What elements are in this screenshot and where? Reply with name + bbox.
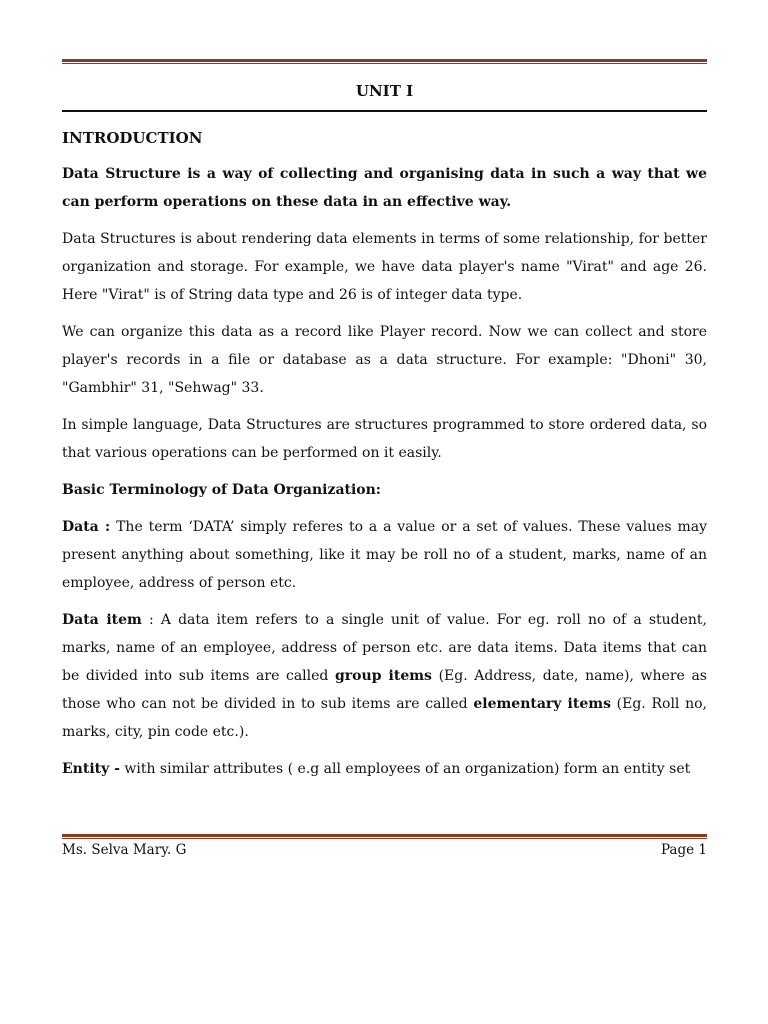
unit-underline (62, 110, 707, 112)
group-items-term: group items (335, 668, 432, 684)
data-item-text-3: (Eg. Roll no, marks, city, pin code etc.). (62, 696, 707, 740)
data-term: Data : (62, 519, 111, 535)
footer-page-number: Page 1 (660, 842, 707, 858)
entity-term: Entity - (62, 761, 120, 777)
section-title: INTRODUCTION (62, 129, 203, 147)
data-item-definition (62, 606, 707, 746)
elementary-items-term: elementary items (473, 696, 611, 712)
entity-definition (62, 755, 707, 783)
page-body (62, 124, 707, 792)
footer-author: Ms. Selva Mary. G (62, 842, 187, 858)
entity-text: with similar attributes ( e.g all employees of an organization) form an entity set (119, 761, 691, 777)
data-item-text-1: : A data item refers to a single unit of value. For eg. roll no of a student, marks, name of an employee, address of person etc. are data items. Data items that can be divided into sub items are called (62, 612, 707, 684)
paragraph-2: We can organize this data as a record like Player record. Now we can collect and store player's records in a file or database as a data structure. For example: "Dhoni" 30, "Gambhir" 31, "Sehwag" 33. (62, 324, 707, 396)
footer-rule-thin (62, 838, 707, 839)
lead-paragraph: Data Structure is a way of collecting and organising data in such a way that we can perform operations on these data in an effective way. (62, 166, 707, 210)
data-item-text-2: (Eg. Address, date, name), where as those who can not be divided in to sub items are called (62, 668, 707, 712)
data-item-term: Data item (62, 612, 142, 628)
footer-rule (62, 834, 707, 837)
unit-title: UNIT I (355, 82, 414, 100)
header-rule (62, 59, 707, 62)
header-rule-thin (62, 63, 707, 64)
terminology-heading: Basic Terminology of Data Organization: (62, 482, 381, 498)
data-definition (62, 513, 707, 597)
paragraph-3: In simple language, Data Structures are structures programmed to store ordered data, so that various operations can be performed on it easily. (62, 417, 707, 461)
paragraph-1: Data Structures is about rendering data elements in terms of some relationship, for better organization and storage. For example, we have data player's name "Virat" and age 26. Here "Virat" is of String data type and 26 is of integer data type. (62, 231, 707, 303)
data-text: The term ‘DATA’ simply referes to a a value or a set of values. These values may present anything about something, like it may be roll no of a student, marks, name of an employee, address of person etc. (62, 519, 707, 591)
